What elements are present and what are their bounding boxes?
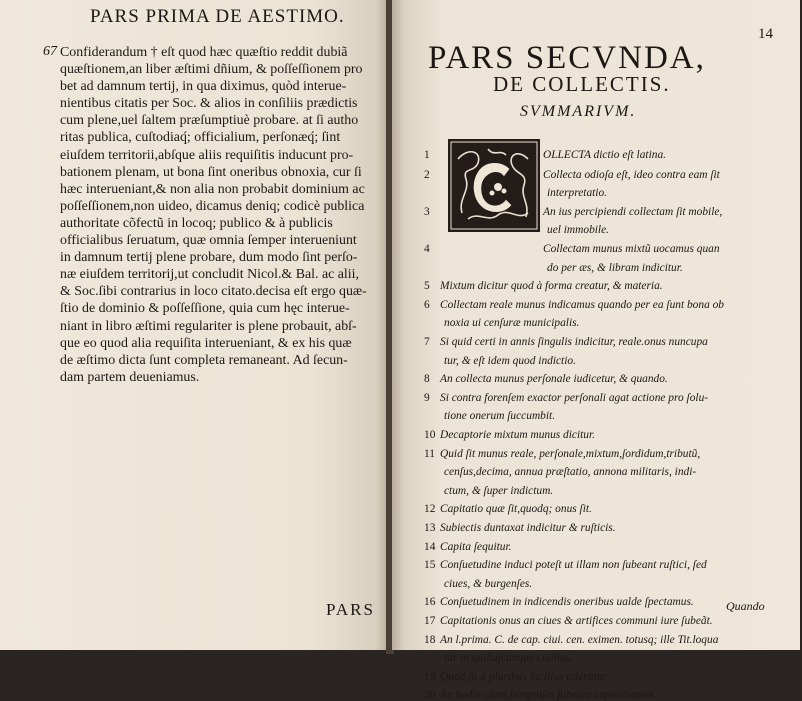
section-subtitle: DE COLLECTIS. [493,72,671,96]
summary-entry-text: Subiectis duntaxat indicitur & ruſticis. [440,522,616,534]
summary-entry-number: 8 [424,373,430,386]
body-line: que eo quod alia requiſita interueniant, & ex his quæ [60,335,352,351]
summary-entry-number: 13 [424,522,436,534]
summary-entry-text: An ius percipiendi collectam ſit mobile, [543,205,723,218]
decorated-initial-C-icon [448,139,540,232]
summary-entry-text: Mixtum dicitur quod à forma creatur, & materia. [440,280,663,293]
summary-entry-number: 4 [424,243,430,255]
summary-entry-number: 10 [424,429,436,441]
summary-entry-number: 17 [424,615,436,627]
summary-entry-text: cenſus,decima, annua præſtatio, annona militaris, indi- [444,466,697,479]
body-line: in damnum tertij plene probare, dum modo ſint perſo- [60,250,358,266]
summary-entry-text: An hodie ciues,burgenſes ſubeant capitationem. [440,689,657,701]
summary-entry-text: uel immobile. [547,224,610,237]
summary-entry-text: Capita ſequitur. [440,540,512,553]
summary-entry-text: Si quid certi in annis ſingulis indicitur, reale.onus nuncupa [440,336,708,348]
section-title: PARS SECVNDA, [428,40,706,76]
margin-number: 67 [43,44,57,59]
summary-entry-number: 14 [424,540,436,553]
summary-entry-number: 5 [424,280,430,293]
summary-entry-text: tione onerum ſuccumbit. [444,410,556,423]
summary-entry-text: Conſuetudine induci poteſt ut illam non ſubeant ruſtici, ſed [440,559,707,572]
summary-entry-number: 2 [424,168,430,181]
summary-entry-text: Collectam reale munus indicamus quando per ea ſunt bona ob [440,298,724,311]
summary-entry-text: An l.prima. C. de cap. ciui. cen. eximen. totusq; ille Tit.loqua [440,633,719,646]
summary-entry-text: Collectam munus mixtũ uocamus quan [543,243,720,255]
body-line: Confiderandum † eſt quod hæc quæſtio reddit dubiã [60,45,348,60]
body-line: niant in libro æſtimi regulariter is plene probauit, abſ- [60,318,357,334]
body-line: quæſtionem,an liber æſtimi dñium, & poſſeſſionem pro [60,62,363,78]
summary-entry-text: OLLECTA dictio eſt latina. [543,149,666,161]
summary-entry-number: 1 [424,149,430,161]
body-line: & Soc.ſibi contrarius in loco citato.decisa eſt ergo quæ- [60,284,367,300]
summary-entry-text: do per æs, & libram indicitur. [547,261,683,274]
summary-entry-text: Conſuetudinem in indicendis oneribus ualde ſpectamus. [440,596,694,609]
summary-entry-number: 15 [424,559,436,572]
summary-entry-number: 11 [424,447,435,460]
body-line: poſſeſſionem,non uideo, dicamus deniq; codicè publica [60,198,365,214]
summary-entry-number: 18 [424,633,436,646]
summary-entry-text: Decaptorie mixtum munus dicitur. [440,429,596,441]
summary-entry-text: Capitatio quæ ſit,quodq; onus ſit. [440,503,592,516]
body-text [60,44,378,386]
summary-entry-number: 16 [424,596,436,609]
body-line: næ eiuſdem territorij,ut concludit Nicol.& Bal. ac alii, [60,267,359,283]
summary-entry-text: ctum, & ſuper indictum. [444,484,554,497]
body-line: dam partem deueniamus. [60,369,200,385]
summary-heading: SVMMARIVM. [520,103,637,120]
body-line: authoritate cõfectũ in locoq; publico & à publicis [60,215,333,231]
summary-entry-text: Quid ſit munus reale, perſonale,mixtum,ſordidum,tributũ, [440,447,701,460]
summary-entry-number: 3 [424,205,430,218]
summary-entry-text: Si contra forenſem exactor perſonali agat actione pro ſolu- [440,391,709,404]
body-line: ſtio de dominio & poſſeſſione, quia cum hęc interue- [60,301,350,317]
summary-entry-text: Capitationis onus an ciues & artifices communi iure ſubeãt. [440,615,713,627]
summary-entry-number: 9 [424,391,430,404]
body-line: de æſtimo dicta ſunt completa remaneant. Ad ſecun- [60,352,348,368]
body-line: ritas publica, cuſtodiaq́; officialium, perſonæq́; ſint [60,130,341,146]
body-line: eiuſdem territorii,abſque aliis requiſitis inducunt pro- [60,147,354,163]
body-line: nientibus citatis per Soc. & alios in conſiliis prædictis [60,96,358,112]
summary-entry-number: 20 [424,689,436,701]
summary-entry-number: 12 [424,503,436,516]
body-line: hæc interueniant,& non alia non probabit dominium ac [60,181,365,197]
summary-entry-number: 7 [424,336,430,348]
running-head: PARS PRIMA DE AESTIMO. [90,6,345,27]
catchword: PARS [326,600,375,619]
page-number: 14 [758,26,773,42]
summary-entry-text: An collecta munus perſonale iudicetur, & quando. [440,373,668,386]
summary-entry-text: noxia ui cenſuræ municipalis. [444,317,580,330]
summary-entry-text: ciues, & burgenſes. [444,577,533,590]
body-line: bationem plenam, ut bona ſint oneribus obnoxia, cur ſi [60,164,362,180]
summary-entry-text: Quod ſit à pluribus facilius toleratur. [440,670,609,683]
catchword-right: Quando [726,599,765,613]
body-line: officialibus ſeruatum, quæ omnia ſemper interueniunt [60,233,357,249]
summary-entry-text: tur, & eſt idem quod indictio. [444,354,576,367]
summary-entry-text: tur in quibuſcunque ciuibus. [444,652,573,665]
body-line: cum plene,uel ſaltem præſumptiuè probare. at ſi autho [60,113,359,129]
body-line: bet ad damnum tertij, in qua diximus, quòd interue- [60,79,347,95]
summary-entry-text: Collecta odioſa eſt, ideo contra eam ſit [543,168,720,181]
summary-entry-number: 6 [424,298,430,311]
left-page [0,0,388,650]
summary-entry-text: interpretatio. [547,187,608,200]
summary-entry-number: 19 [424,670,436,683]
